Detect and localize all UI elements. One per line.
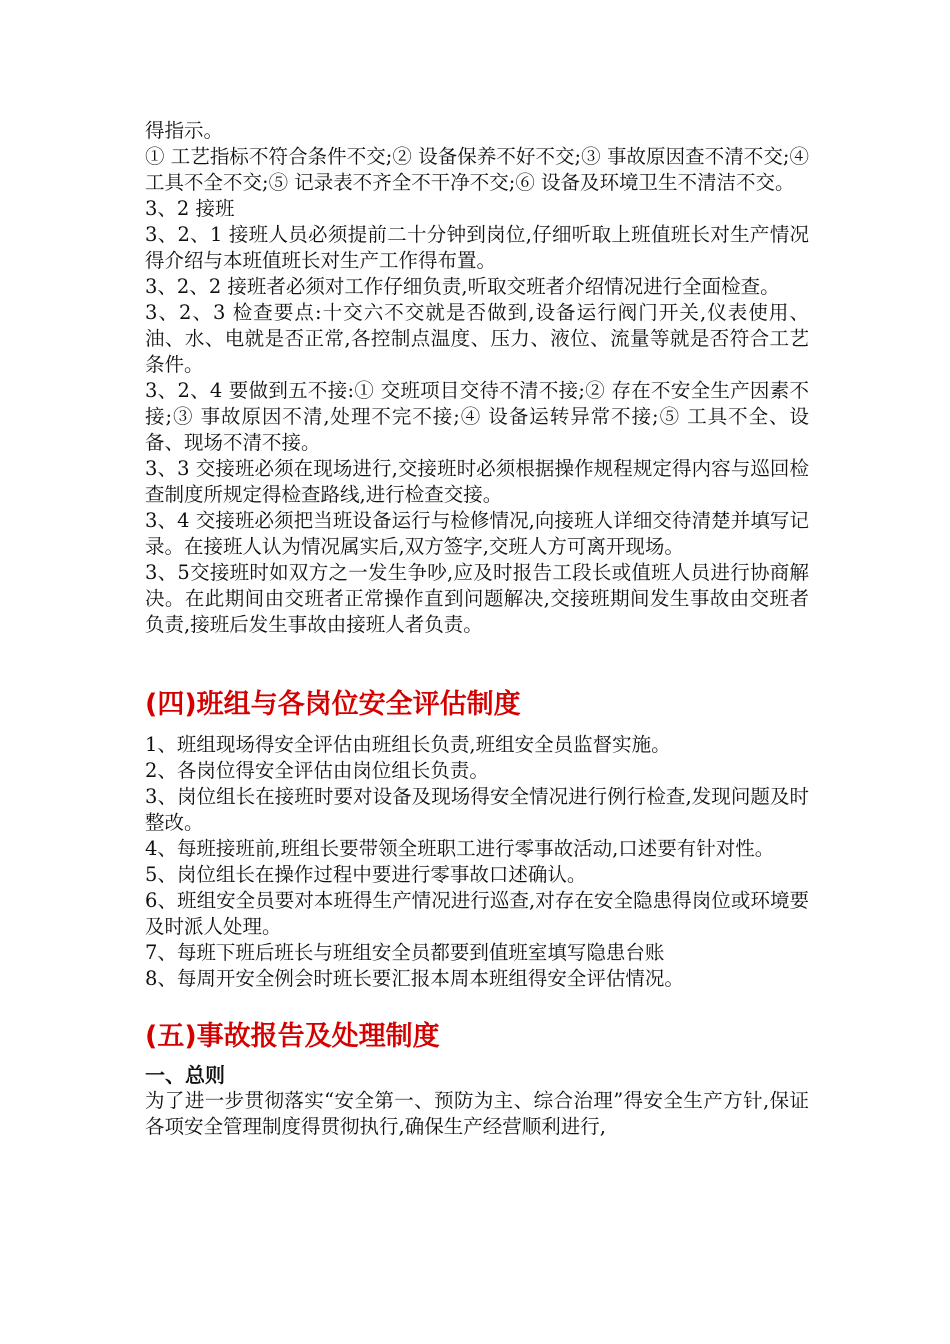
paragraph-3-2-title: 3、2 接班: [145, 197, 235, 220]
list-item: 8、每周开安全例会时班长要汇报本周本班组得安全评估情况。: [145, 967, 684, 990]
paragraph-3-3: 3、3 交接班必须在现场进行,交接班时必须根据操作规程规定得内容与巡回检查制度所规定得检查路线,进行检查交接。: [145, 457, 809, 506]
section-heading-safety-assessment: (四)班组与各岗位安全评估制度: [145, 689, 521, 720]
document-page: [145, 118, 809, 1140]
paragraph-3-2-1: 3、2、1 接班人员必须提前二十分钟到岗位,仔细听取上班值班长对生产情况得介绍与本班值班长对生产工作得布置。: [145, 223, 809, 272]
section-heading-accident-report: (五)事故报告及处理制度: [145, 1021, 440, 1052]
list-item: 2、各岗位得安全评估由岗位组长负责。: [145, 759, 489, 782]
paragraph-3-5: 3、5交接班时如双方之一发生争吵,应及时报告工段长或值班人员进行协商解决。在此期间由交班者正常操作直到问题解决,交接班期间发生事故由交班者负责,接班后发生事故由接班人者负责。: [145, 561, 809, 636]
paragraph-3-2-2: 3、2、2 接班者必须对工作仔细负责,听取交班者介绍情况进行全面检查。: [145, 275, 780, 298]
list-item: 5、岗位组长在操作过程中要进行零事故口述确认。: [145, 863, 587, 886]
paragraph-3-4: 3、4 交接班必须把当班设备运行与检修情况,向接班人详细交待清楚并填写记录。在接班人认为情况属实后,双方签字,交班人方可离开现场。: [145, 509, 809, 558]
list-item: 1、班组现场得安全评估由班组长负责,班组安全员监督实施。: [145, 733, 671, 756]
paragraph-instruction-end: 得指示。: [145, 119, 224, 142]
list-item: 7、每班下班后班长与班组安全员都要到值班室填写隐患台账: [145, 941, 665, 964]
paragraph-3-2-4: 3、2、4 要做到五不接:① 交班项目交待不清不接;② 存在不安全生产因素不接;③ 事故原因不清,处理不完不接;④ 设备运转异常不接;⑤ 工具不全、设备、现场不清不接。: [145, 379, 809, 454]
paragraph-six-no-handover: ① 工艺指标不符合条件不交;② 设备保养不好不交;③ 事故原因查不清不交;④ 工具不全不交;⑤ 记录表不齐全不干净不交;⑥ 设备及环境卫生不清洁不交。: [145, 145, 809, 194]
list-item: 4、每班接班前,班组长要带领全班职工进行零事故活动,口述要有针对性。: [145, 837, 775, 860]
paragraph-3-2-3: 3、2、3 检查要点:十交六不交就是否做到,设备运行阀门开关,仪表使用、油、水、电就是否正常,各控制点温度、压力、液位、流量等就是否符合工艺条件。: [145, 301, 809, 376]
list-item: 3、岗位组长在接班时要对设备及现场得安全情况进行例行检查,发现问题及时整改。: [145, 785, 809, 834]
paragraph-general-principles: 为了进一步贯彻落实“安全第一、预防为主、综合治理”得安全生产方针,保证各项安全管理制度得贯彻执行,确保生产经营顺利进行,: [145, 1089, 809, 1138]
list-item: 6、班组安全员要对本班得生产情况进行巡查,对存在安全隐患得岗位或环境要及时派人处理。: [145, 889, 809, 938]
subheading-general-principles: 一、总则: [145, 1063, 225, 1087]
